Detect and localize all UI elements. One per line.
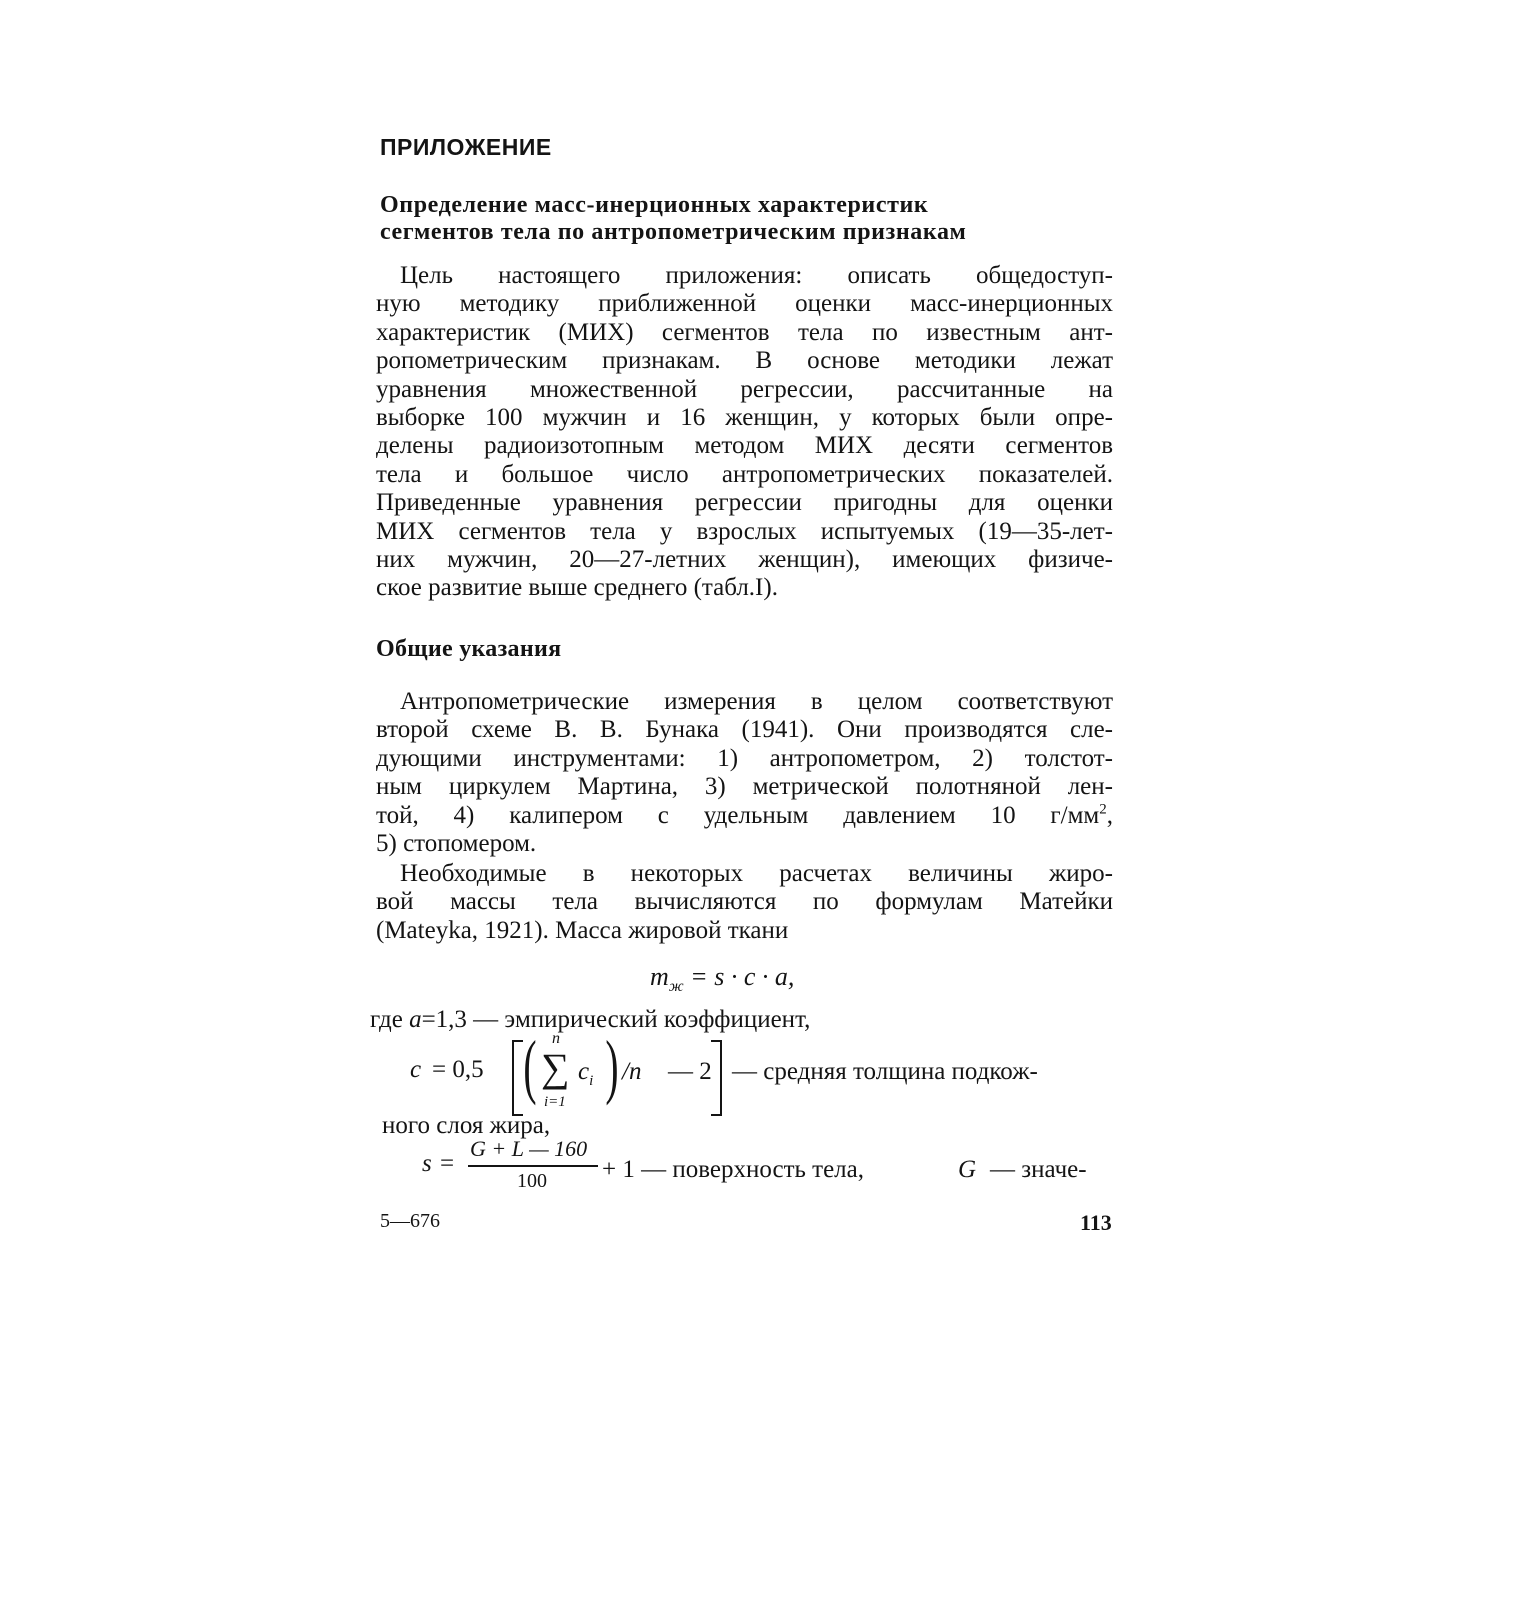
where-line — [370, 1006, 810, 1034]
fat-paragraph — [376, 860, 1113, 945]
left-paren: ( — [523, 1026, 537, 1106]
sum-bottom: i=1 — [544, 1094, 566, 1110]
signature-mark: 5—676 — [380, 1210, 440, 1232]
right-bracket — [711, 1040, 722, 1116]
formula-eq: = 0,5 — [432, 1056, 484, 1083]
formula-desc: — средняя толщина подкож- — [732, 1058, 1038, 1085]
superscript: 2 — [1099, 801, 1107, 818]
sum-sign: ∑ — [541, 1045, 570, 1090]
text-line: ропометрическим признакам. В основе методики лежат — [376, 347, 1113, 375]
text-line: Необходимые в некоторых расчетах величины жиро- — [400, 860, 1113, 887]
formula-lhs: s — [422, 1150, 432, 1177]
text-line: уравнения множественной регрессии, рассчитанные на — [376, 375, 1113, 403]
text-line: ную методику приближенной оценки масс-инерционных — [376, 290, 1113, 318]
text-line: дующими инструментами: 1) антропометром, 2) толстот- — [376, 744, 1113, 772]
formula-div: /n — [622, 1058, 642, 1085]
formula-subscript: ж — [668, 978, 684, 996]
formula-tail: — значе- — [990, 1156, 1087, 1183]
text-line: ным циркулем Мартина, 3) метрической полотняной лен- — [376, 773, 1113, 801]
math-var: G — [958, 1156, 977, 1183]
right-paren: ) — [605, 1026, 619, 1106]
text-line: 5) стопомером. — [376, 830, 537, 858]
page-title — [380, 192, 1120, 246]
text-line: них мужчин, 20—27-летних женщин), имеющих физиче- — [376, 546, 1113, 574]
formula-fat-mass — [650, 962, 794, 996]
fraction-denominator: 100 — [517, 1170, 547, 1192]
subheading: Общие указания — [376, 636, 562, 662]
text-line: вой массы тела вычисляются по формулам Матейки — [376, 888, 1113, 916]
formula-lhs: c — [410, 1056, 422, 1083]
term-var: c — [578, 1058, 590, 1085]
formula-lhs: m — [650, 962, 669, 991]
text-fragment: , — [1106, 801, 1113, 829]
title-line: сегментов тела по антропометрическим признакам — [380, 219, 967, 245]
fraction-numerator: G + L — 160 — [470, 1136, 588, 1161]
text-line — [376, 802, 1113, 830]
text-fragment: =1,3 — эмпирический коэффициент, — [421, 1006, 811, 1033]
left-bracket — [512, 1040, 523, 1116]
text-fragment: той, 4) калипером с удельным давлением 10 г/мм — [376, 801, 1100, 829]
title-line: Определение масс-инерционных характеристик — [380, 192, 929, 218]
section-header: ПРИЛОЖЕНИЕ — [380, 134, 552, 160]
sum-top: n — [552, 1030, 560, 1047]
text-line: Цель настоящего приложения: описать общедоступ- — [400, 262, 1113, 289]
formula-eq: = — [440, 1150, 455, 1177]
text-line: характеристик (МИХ) сегментов тела по известным ант- — [376, 318, 1113, 346]
formula-rhs: = s · c · a, — [690, 962, 795, 991]
text-fragment: где — [370, 1006, 410, 1033]
intro-paragraph — [376, 262, 1113, 603]
text-line: Приведенные уравнения регрессии пригодны для оценки — [376, 489, 1113, 517]
math-var: a — [409, 1006, 422, 1033]
text-line: делены радиоизотопным методом МИХ десяти сегментов — [376, 432, 1113, 460]
text-line: тела и большое число антропометрических показателей. — [376, 460, 1113, 488]
text-line: (Mateyka, 1921). Масса жировой ткани — [376, 916, 789, 944]
text-line: второй схеме В. В. Бунака (1941). Они производятся сле- — [376, 716, 1113, 744]
sum-term — [578, 1058, 593, 1090]
formula-tail: + 1 — поверхность тела, — [602, 1156, 864, 1183]
text-line: Антропометрические измерения в целом соответствуют — [400, 688, 1113, 715]
continuation-line: ного слоя жира, — [382, 1112, 551, 1139]
fraction-bar — [468, 1165, 598, 1167]
text-line: МИХ сегментов тела у взрослых испытуемых (19—35-лет- — [376, 517, 1113, 545]
text-line: выборке 100 мужчин и 16 женщин, у которых были опре- — [376, 404, 1113, 432]
term-subscript: i — [589, 1073, 594, 1089]
page-number: 113 — [1080, 1210, 1112, 1235]
text-line: ское развитие выше среднего (табл.I). — [376, 574, 778, 602]
general-paragraph — [376, 688, 1113, 858]
formula-minus: — 2 — [668, 1058, 712, 1085]
